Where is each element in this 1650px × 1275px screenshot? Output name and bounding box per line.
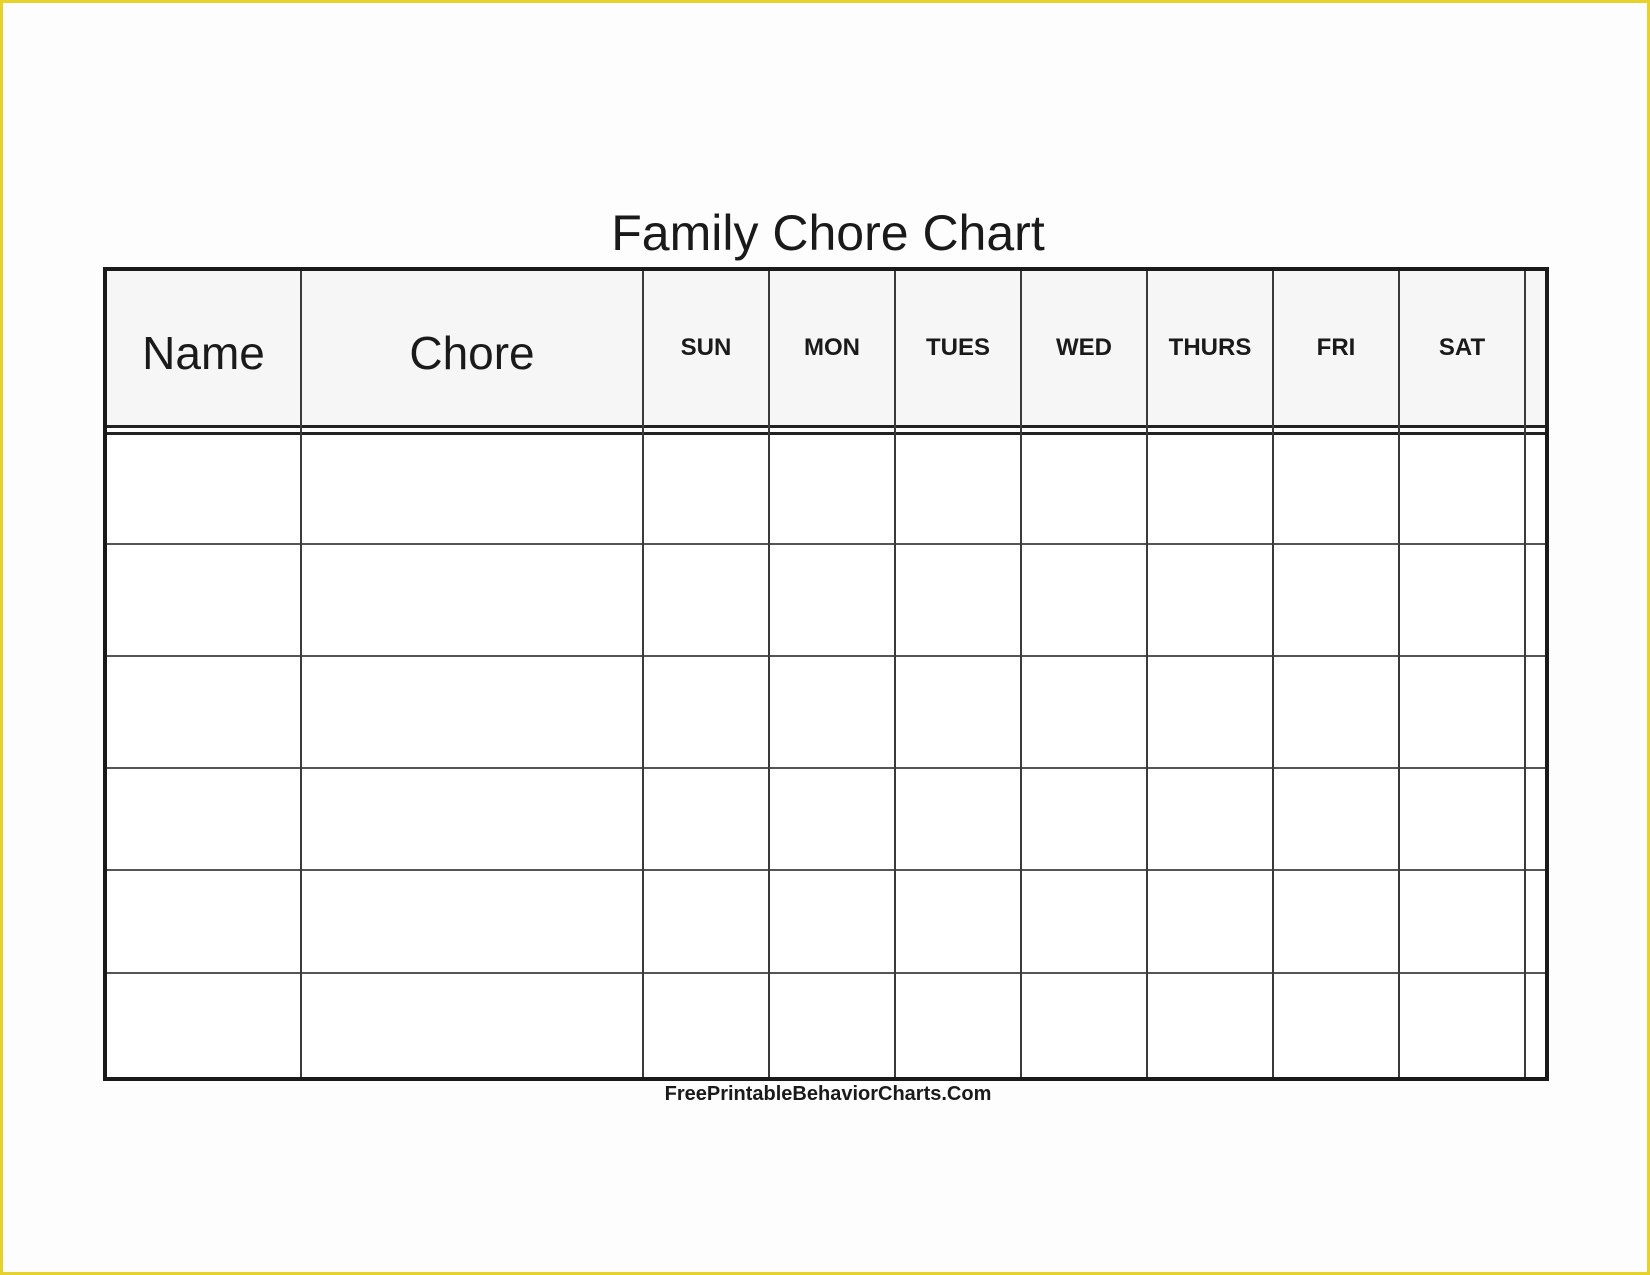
table-row[interactable] bbox=[107, 871, 1545, 974]
column-header-fri: FRI bbox=[1316, 334, 1356, 361]
column-divider bbox=[1146, 271, 1148, 1077]
column-header-sun: SUN bbox=[680, 334, 732, 361]
column-divider bbox=[1272, 271, 1274, 1077]
column-header-thurs: THURS bbox=[1168, 334, 1252, 361]
column-divider bbox=[642, 271, 644, 1077]
header-row bbox=[107, 271, 1545, 428]
column-divider bbox=[300, 271, 302, 1077]
page-title: Family Chore Chart bbox=[611, 205, 1045, 261]
column-divider bbox=[1020, 271, 1022, 1077]
chore-chart-table bbox=[103, 267, 1549, 1081]
column-divider bbox=[1398, 271, 1400, 1077]
chart-body bbox=[107, 435, 1545, 1077]
table-row[interactable] bbox=[107, 545, 1545, 657]
footer-website: FreePrintableBehaviorCharts.Com bbox=[664, 1083, 992, 1105]
table-row[interactable] bbox=[107, 435, 1545, 545]
table-row[interactable] bbox=[107, 974, 1545, 1077]
column-header-name: Name bbox=[142, 327, 265, 379]
column-header-mon: MON bbox=[804, 334, 860, 361]
column-header-sat: SAT bbox=[1438, 334, 1486, 361]
column-divider bbox=[894, 271, 896, 1077]
column-divider bbox=[1524, 271, 1526, 1077]
column-divider bbox=[768, 271, 770, 1077]
column-header-tues: TUES bbox=[925, 334, 990, 361]
column-header-wed: WED bbox=[1056, 334, 1112, 361]
table-row[interactable] bbox=[107, 657, 1545, 769]
column-header-chore: Chore bbox=[409, 327, 535, 379]
table-row[interactable] bbox=[107, 769, 1545, 871]
